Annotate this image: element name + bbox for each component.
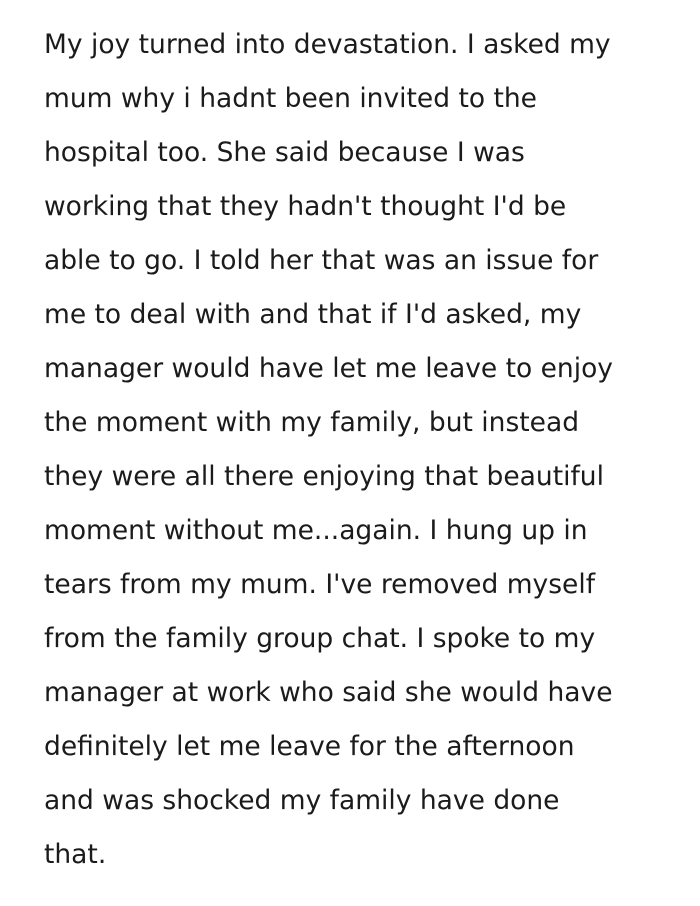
- story-line: manager would have let me leave to enjoy: [44, 353, 613, 384]
- story-line: the moment with my family, but instead: [44, 407, 580, 438]
- story-line: hospital too. She said because I was: [44, 137, 525, 168]
- story-line: moment without me...again. I hung up in: [44, 515, 588, 546]
- story-paragraph: [44, 18, 684, 882]
- story-line: that.: [44, 839, 107, 870]
- story-line: mum why i hadnt been invited to the: [44, 83, 537, 114]
- story-line: able to go. I told her that was an issue for: [44, 245, 599, 276]
- story-line: My joy turned into devastation. I asked my: [44, 29, 611, 60]
- story-line: from the family group chat. I spoke to my: [44, 623, 596, 654]
- story-line: me to deal with and that if I'd asked, my: [44, 299, 582, 330]
- story-line: tears from my mum. I've removed myself: [44, 569, 596, 600]
- story-line: manager at work who said she would have: [44, 677, 613, 708]
- story-line: working that they hadn't thought I'd be: [44, 191, 567, 222]
- story-line: they were all there enjoying that beautiful: [44, 461, 604, 492]
- story-line: definitely let me leave for the afternoon: [44, 731, 575, 762]
- story-line: and was shocked my family have done: [44, 785, 560, 816]
